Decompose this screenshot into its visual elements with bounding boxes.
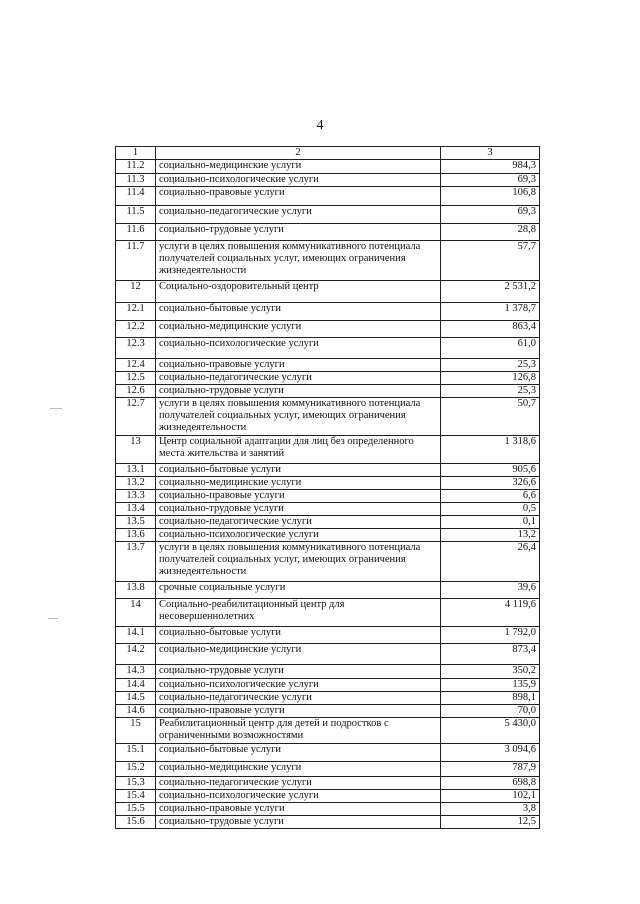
table-row — [116, 705, 540, 718]
row-number: 13.3 — [116, 490, 156, 503]
table-row — [116, 174, 540, 187]
row-value: 106,8 — [441, 187, 540, 206]
row-number: 13.6 — [116, 529, 156, 542]
table-row — [116, 338, 540, 359]
row-value: 898,1 — [441, 692, 540, 705]
table-row — [116, 436, 540, 464]
row-value: 25,3 — [441, 385, 540, 398]
row-number: 13.2 — [116, 477, 156, 490]
table-row — [116, 385, 540, 398]
table-row — [116, 599, 540, 627]
row-value: 905,6 — [441, 464, 540, 477]
row-name: услуги в целях повышения коммуникативного потенциала получателей социальных услуг, имеющих ограничения жизнедеятельности — [156, 398, 441, 436]
table-row — [116, 744, 540, 762]
table-row — [116, 321, 540, 338]
row-name: социально-трудовые услуги — [156, 665, 441, 679]
row-name: услуги в целях повышения коммуникативного потенциала получателей социальных услуг, имеющих ограничения жизнедеятельности — [156, 241, 441, 281]
row-number: 13.4 — [116, 503, 156, 516]
row-number: 11.5 — [116, 206, 156, 224]
table-row — [116, 359, 540, 372]
row-number: 11.2 — [116, 160, 156, 174]
table-row — [116, 582, 540, 599]
table-row — [116, 679, 540, 692]
row-name: социально-трудовые услуги — [156, 224, 441, 241]
row-name: социально-медицинские услуги — [156, 477, 441, 490]
table-row — [116, 464, 540, 477]
table-row — [116, 627, 540, 644]
row-value: 1 792,0 — [441, 627, 540, 644]
row-value: 3,8 — [441, 803, 540, 816]
row-number: 12.4 — [116, 359, 156, 372]
table-row — [116, 762, 540, 777]
row-name: социально-правовые услуги — [156, 803, 441, 816]
row-value: 3 094,6 — [441, 744, 540, 762]
row-value: 984,3 — [441, 160, 540, 174]
row-number: 15.4 — [116, 790, 156, 803]
row-value: 26,4 — [441, 542, 540, 582]
row-name: социально-правовые услуги — [156, 490, 441, 503]
row-number: 13.5 — [116, 516, 156, 529]
row-name: Социально-оздоровительный центр — [156, 281, 441, 303]
row-value: 61,0 — [441, 338, 540, 359]
table-row — [116, 790, 540, 803]
row-number: 12.7 — [116, 398, 156, 436]
row-name: социально-педагогические услуги — [156, 692, 441, 705]
row-value: 0,1 — [441, 516, 540, 529]
table-row — [116, 718, 540, 744]
row-value: 126,8 — [441, 372, 540, 385]
row-value: 1 318,6 — [441, 436, 540, 464]
row-value: 787,9 — [441, 762, 540, 777]
row-value: 70,0 — [441, 705, 540, 718]
row-value: 28,8 — [441, 224, 540, 241]
row-value: 57,7 — [441, 241, 540, 281]
row-number: 13.1 — [116, 464, 156, 477]
table-row — [116, 777, 540, 790]
row-name: срочные социальные услуги — [156, 582, 441, 599]
row-name: социально-трудовые услуги — [156, 503, 441, 516]
row-number: 12.5 — [116, 372, 156, 385]
row-name: социально-медицинские услуги — [156, 644, 441, 665]
table-row — [116, 224, 540, 241]
row-name: социально-бытовые услуги — [156, 744, 441, 762]
row-value: 69,3 — [441, 206, 540, 224]
row-name: социально-педагогические услуги — [156, 516, 441, 529]
row-name: социально-психологические услуги — [156, 174, 441, 187]
row-name: социально-бытовые услуги — [156, 303, 441, 321]
scan-mark — [50, 408, 62, 409]
scan-mark — [48, 618, 58, 619]
row-number: 14.5 — [116, 692, 156, 705]
row-number: 12.1 — [116, 303, 156, 321]
row-value: 326,6 — [441, 477, 540, 490]
row-number: 15.3 — [116, 777, 156, 790]
row-name: социально-трудовые услуги — [156, 816, 441, 829]
row-number: 14.4 — [116, 679, 156, 692]
table-row — [116, 529, 540, 542]
row-number: 12.6 — [116, 385, 156, 398]
table-row — [116, 241, 540, 281]
row-name: социально-психологические услуги — [156, 529, 441, 542]
row-name: социально-медицинские услуги — [156, 762, 441, 777]
row-value: 0,5 — [441, 503, 540, 516]
table-row — [116, 206, 540, 224]
row-number: 15.6 — [116, 816, 156, 829]
row-name: социально-педагогические услуги — [156, 206, 441, 224]
row-name: социально-медицинские услуги — [156, 321, 441, 338]
row-number: 14.6 — [116, 705, 156, 718]
row-value: 135,9 — [441, 679, 540, 692]
row-number: 13.8 — [116, 582, 156, 599]
row-value: 69,3 — [441, 174, 540, 187]
row-value: 4 119,6 — [441, 599, 540, 627]
row-number: 15.2 — [116, 762, 156, 777]
table-row — [116, 816, 540, 829]
row-name: социально-психологические услуги — [156, 679, 441, 692]
row-name: социально-трудовые услуги — [156, 385, 441, 398]
table-row — [116, 542, 540, 582]
row-number: 11.6 — [116, 224, 156, 241]
row-number: 15 — [116, 718, 156, 744]
row-value: 1 378,7 — [441, 303, 540, 321]
row-name: Социально-реабилитационный центр для несовершеннолетних — [156, 599, 441, 627]
row-value: 350,2 — [441, 665, 540, 679]
table-row — [116, 477, 540, 490]
row-value: 12,5 — [441, 816, 540, 829]
table-row — [116, 803, 540, 816]
row-name: Центр социальной адаптации для лиц без определенного места жительства и занятий — [156, 436, 441, 464]
row-value: 50,7 — [441, 398, 540, 436]
row-name: Реабилитационный центр для детей и подростков с ограниченными возможностями — [156, 718, 441, 744]
row-number: 14.1 — [116, 627, 156, 644]
row-value: 873,4 — [441, 644, 540, 665]
header-col-3: 3 — [441, 147, 540, 160]
table-row — [116, 281, 540, 303]
row-name: социально-педагогические услуги — [156, 372, 441, 385]
row-number: 15.1 — [116, 744, 156, 762]
row-value: 863,4 — [441, 321, 540, 338]
row-number: 11.7 — [116, 241, 156, 281]
row-name: социально-бытовые услуги — [156, 627, 441, 644]
table-row — [116, 516, 540, 529]
row-number: 14.2 — [116, 644, 156, 665]
row-name: социально-бытовые услуги — [156, 464, 441, 477]
row-number: 14.3 — [116, 665, 156, 679]
row-number: 13.7 — [116, 542, 156, 582]
row-value: 39,6 — [441, 582, 540, 599]
row-number: 11.4 — [116, 187, 156, 206]
row-name: социально-педагогические услуги — [156, 777, 441, 790]
table-row — [116, 490, 540, 503]
table-row — [116, 503, 540, 516]
row-number: 15.5 — [116, 803, 156, 816]
row-value: 102,1 — [441, 790, 540, 803]
row-number: 14 — [116, 599, 156, 627]
row-name: социально-психологические услуги — [156, 790, 441, 803]
row-number: 12.3 — [116, 338, 156, 359]
table-row — [116, 665, 540, 679]
row-number: 13 — [116, 436, 156, 464]
table-row — [116, 303, 540, 321]
row-name: социально-медицинские услуги — [156, 160, 441, 174]
row-number: 11.3 — [116, 174, 156, 187]
table-row — [116, 692, 540, 705]
row-name: социально-психологические услуги — [156, 338, 441, 359]
table-row — [116, 187, 540, 206]
table-row — [116, 644, 540, 665]
table-row — [116, 398, 540, 436]
row-value: 5 430,0 — [441, 718, 540, 744]
row-value: 6,6 — [441, 490, 540, 503]
row-name: социально-правовые услуги — [156, 359, 441, 372]
row-name: социально-правовые услуги — [156, 187, 441, 206]
row-value: 13,2 — [441, 529, 540, 542]
row-value: 698,8 — [441, 777, 540, 790]
header-col-2: 2 — [156, 147, 441, 160]
row-value: 25,3 — [441, 359, 540, 372]
page-number: 4 — [316, 118, 324, 133]
row-name: услуги в целях повышения коммуникативного потенциала получателей социальных услуг, имеющих ограничения жизнедеятельности — [156, 542, 441, 582]
table-header-row — [116, 147, 540, 160]
header-col-1: 1 — [116, 147, 156, 160]
table-row — [116, 160, 540, 174]
row-name: социально-правовые услуги — [156, 705, 441, 718]
table-row — [116, 372, 540, 385]
services-table — [115, 146, 540, 829]
row-number: 12.2 — [116, 321, 156, 338]
row-number: 12 — [116, 281, 156, 303]
row-value: 2 531,2 — [441, 281, 540, 303]
